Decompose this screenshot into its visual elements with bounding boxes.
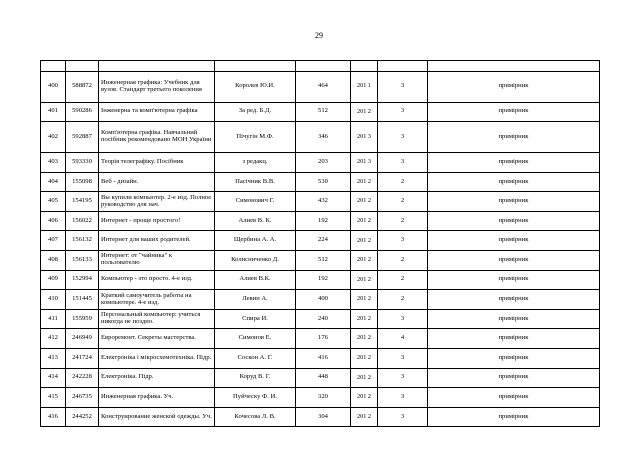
inventory-number: 588872 (66, 71, 99, 102)
publication-year: 201 2 (351, 329, 378, 349)
copies-count: 3 (378, 407, 428, 427)
author: Пічугін М.Ф. (215, 122, 296, 153)
table-row (41, 388, 600, 408)
inventory-number: 155098 (66, 172, 99, 192)
book-title: Интернет: от "чайника" к пользователю (99, 251, 215, 271)
inventory-number: 246949 (66, 329, 99, 349)
row-number: 408 (41, 251, 66, 271)
page-count: 400 (296, 290, 351, 310)
item-type: примірник (428, 368, 600, 388)
table-row (41, 102, 600, 122)
author: Королев Ю.И. (215, 71, 296, 102)
book-title: Комп'ютерна графіка. Навчальний посібник рекомендовано МОН України (99, 122, 215, 153)
item-type: примірник (428, 211, 600, 231)
inventory-number: 156132 (66, 231, 99, 251)
publication-year: 201 2 (351, 172, 378, 192)
table-row (41, 251, 600, 271)
publication-year: 201 2 (351, 309, 378, 329)
book-title: Електроніка. Підр. (99, 368, 215, 388)
item-type: примірник (428, 388, 600, 408)
publication-year: 201 2 (351, 102, 378, 122)
blank-cell (66, 61, 99, 72)
row-number: 412 (41, 329, 66, 349)
table-row (41, 309, 600, 329)
row-number: 414 (41, 368, 66, 388)
page-count: 346 (296, 122, 351, 153)
publication-year: 201 3 (351, 122, 378, 153)
item-type: примірник (428, 122, 600, 153)
copies-count: 2 (378, 270, 428, 290)
inventory-number: 152994 (66, 270, 99, 290)
copies-count: 3 (378, 122, 428, 153)
row-number: 405 (41, 192, 66, 212)
book-title: Інженерна та комп'ютерна графіка (99, 102, 215, 122)
page-count: 448 (296, 368, 351, 388)
author: Пасічник В.В. (215, 172, 296, 192)
item-type: примірник (428, 71, 600, 102)
publication-year: 201 2 (351, 270, 378, 290)
page-count: 320 (296, 388, 351, 408)
blank-cell (296, 61, 351, 72)
inventory-number: 155959 (66, 309, 99, 329)
page-count: 224 (296, 231, 351, 251)
table-row (41, 329, 600, 349)
item-type: примірник (428, 270, 600, 290)
author: За ред. Б.Д. (215, 102, 296, 122)
inventory-number: 590286 (66, 102, 99, 122)
publication-year: 201 2 (351, 407, 378, 427)
item-type: примірник (428, 172, 600, 192)
publication-year: 201 1 (351, 71, 378, 102)
book-title: Персональный компьютер: учиться никогда не поздно. (99, 309, 215, 329)
book-title: Инженерная графика. Уч. (99, 388, 215, 408)
copies-count: 2 (378, 251, 428, 271)
row-number: 416 (41, 407, 66, 427)
page-count: 512 (296, 102, 351, 122)
copies-count: 3 (378, 368, 428, 388)
blank-cell (428, 61, 600, 72)
publication-year: 201 2 (351, 368, 378, 388)
item-type: примірник (428, 290, 600, 310)
author: Щербина А. А. (215, 231, 296, 251)
page-count: 464 (296, 71, 351, 102)
book-title: Веб - дизайн. (99, 172, 215, 192)
inventory-number: 241724 (66, 349, 99, 369)
book-title: Компьютер - это просто. 4-е изд. (99, 270, 215, 290)
row-number: 411 (41, 309, 66, 329)
blank-cell (41, 61, 66, 72)
item-type: примірник (428, 251, 600, 271)
blank-row (41, 61, 600, 72)
copies-count: 3 (378, 388, 428, 408)
copies-count: 4 (378, 329, 428, 349)
inventory-number: 154195 (66, 192, 99, 212)
table-row (41, 368, 600, 388)
inventory-number: 592887 (66, 122, 99, 153)
inventory-number: 151445 (66, 290, 99, 310)
catalog-body (41, 61, 600, 427)
row-number: 409 (41, 270, 66, 290)
book-title: Вы купили компьютер. 2-е изд. Полное руководство для нач. (99, 192, 215, 212)
item-type: примірник (428, 349, 600, 369)
book-title: Инженерная графика: Учебник для вузов. Стандарт третьего поколения (99, 71, 215, 102)
publication-year: 201 2 (351, 231, 378, 251)
table-row (41, 122, 600, 153)
author: з редакц. (215, 153, 296, 173)
row-number: 403 (41, 153, 66, 173)
author: Соскон А. Г. (215, 349, 296, 369)
copies-count: 2 (378, 192, 428, 212)
page-count: 203 (296, 153, 351, 173)
row-number: 400 (41, 71, 66, 102)
page-count: 416 (296, 349, 351, 369)
inventory-number: 242228 (66, 368, 99, 388)
row-number: 406 (41, 211, 66, 231)
copies-count: 3 (378, 102, 428, 122)
publication-year: 201 2 (351, 349, 378, 369)
author: Спира И. (215, 309, 296, 329)
publication-year: 201 2 (351, 251, 378, 271)
item-type: примірник (428, 192, 600, 212)
publication-year: 201 2 (351, 192, 378, 212)
table-row (41, 349, 600, 369)
row-number: 413 (41, 349, 66, 369)
inventory-number: 246735 (66, 388, 99, 408)
catalog-table (40, 60, 600, 427)
copies-count: 2 (378, 172, 428, 192)
book-title: Евроремонт. Секреты мастерства. (99, 329, 215, 349)
table-row (41, 71, 600, 102)
table-row (41, 231, 600, 251)
copies-count: 2 (378, 211, 428, 231)
author: Симонов Е. (215, 329, 296, 349)
copies-count: 3 (378, 349, 428, 369)
table-row (41, 172, 600, 192)
page-count: 512 (296, 251, 351, 271)
inventory-number: 156133 (66, 251, 99, 271)
row-number: 402 (41, 122, 66, 153)
row-number: 404 (41, 172, 66, 192)
table-row (41, 290, 600, 310)
author: Симонович Г. (215, 192, 296, 212)
publication-year: 201 2 (351, 211, 378, 231)
book-title: Интернет - проще простого! (99, 211, 215, 231)
author: Левин А. (215, 290, 296, 310)
page-count: 304 (296, 407, 351, 427)
page-number: 29 (315, 31, 323, 40)
row-number: 407 (41, 231, 66, 251)
author: Алиев В. К. (215, 211, 296, 231)
author: Кочесова Л. В. (215, 407, 296, 427)
blank-cell (351, 61, 378, 72)
item-type: примірник (428, 407, 600, 427)
table-row (41, 407, 600, 427)
author: Колисниченко Д. (215, 251, 296, 271)
inventory-number: 156022 (66, 211, 99, 231)
page-count: 240 (296, 309, 351, 329)
book-title: Електроніка і мікросхемотехніка. Підр. (99, 349, 215, 369)
copies-count: 3 (378, 71, 428, 102)
book-title: Краткий самоучитель работы на компьютере. 4-е изд. (99, 290, 215, 310)
book-title: Теорія телеграфіку. Посібник (99, 153, 215, 173)
publication-year: 201 3 (351, 153, 378, 173)
item-type: примірник (428, 102, 600, 122)
item-type: примірник (428, 329, 600, 349)
copies-count: 3 (378, 153, 428, 173)
inventory-number: 244252 (66, 407, 99, 427)
author: Пуйческу Ф. И. (215, 388, 296, 408)
copies-count: 3 (378, 309, 428, 329)
book-title: Конструирование женской одежды. Уч. (99, 407, 215, 427)
table-row (41, 153, 600, 173)
blank-cell (99, 61, 215, 72)
table-row (41, 192, 600, 212)
inventory-number: 593330 (66, 153, 99, 173)
page-count: 192 (296, 270, 351, 290)
publication-year: 201 2 (351, 388, 378, 408)
blank-cell (378, 61, 428, 72)
page-count: 530 (296, 172, 351, 192)
publication-year: 201 2 (351, 290, 378, 310)
item-type: примірник (428, 309, 600, 329)
table-row (41, 270, 600, 290)
table-row (41, 211, 600, 231)
item-type: примірник (428, 153, 600, 173)
copies-count: 2 (378, 290, 428, 310)
author: Алиев В.К. (215, 270, 296, 290)
copies-count: 3 (378, 231, 428, 251)
row-number: 415 (41, 388, 66, 408)
row-number: 401 (41, 102, 66, 122)
page-count: 192 (296, 211, 351, 231)
author: Коруд В. Г. (215, 368, 296, 388)
item-type: примірник (428, 231, 600, 251)
page-count: 176 (296, 329, 351, 349)
blank-cell (215, 61, 296, 72)
page-count: 432 (296, 192, 351, 212)
book-title: Интернет для ваших родителей. (99, 231, 215, 251)
row-number: 410 (41, 290, 66, 310)
